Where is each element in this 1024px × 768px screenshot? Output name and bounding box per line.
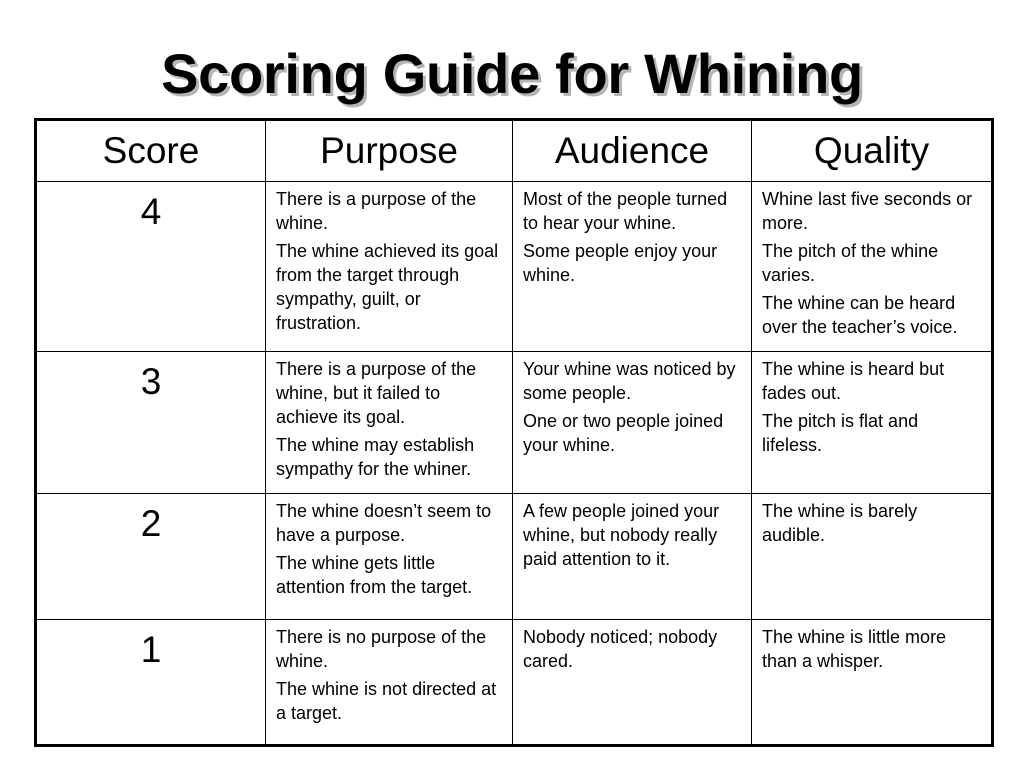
audience-cell xyxy=(513,182,752,352)
table-row xyxy=(36,352,993,494)
audience-cell xyxy=(513,620,752,746)
score-cell: 3 xyxy=(36,352,266,494)
header-purpose: Purpose xyxy=(266,120,513,182)
header-row xyxy=(36,120,993,182)
cell-text: The whine gets little attention from the target. xyxy=(276,553,473,597)
cell-text: There is a purpose of the whine, but it failed to achieve its goal. xyxy=(276,359,477,427)
cell-text: Whine last five seconds or more. xyxy=(762,189,973,233)
cell-text: The pitch of the whine varies. xyxy=(762,241,939,285)
quality-cell xyxy=(752,620,993,746)
cell-text: Most of the people turned to hear your whine. xyxy=(523,189,728,233)
header-quality: Quality xyxy=(752,120,993,182)
quality-cell xyxy=(752,182,993,352)
cell-text: The whine is heard but fades out. xyxy=(762,359,945,403)
cell-text: There is a purpose of the whine. xyxy=(276,189,477,233)
purpose-cell xyxy=(266,182,513,352)
header-audience: Audience xyxy=(513,120,752,182)
score-cell: 1 xyxy=(36,620,266,746)
purpose-cell xyxy=(266,494,513,620)
cell-text: The whine is little more than a whisper. xyxy=(762,627,947,671)
cell-text: The whine achieved its goal from the target through sympathy, guilt, or frustration. xyxy=(276,241,499,333)
cell-text: Some people enjoy your whine. xyxy=(523,241,718,285)
quality-cell xyxy=(752,352,993,494)
table-row xyxy=(36,620,993,746)
page-title: Scoring Guide for Whining xyxy=(161,42,863,105)
cell-text: The whine can be heard over the teacher’s voice. xyxy=(762,293,958,337)
header-score: Score xyxy=(36,120,266,182)
table-row xyxy=(36,182,993,352)
cell-text: The whine is not directed at a target. xyxy=(276,679,497,723)
cell-text: The whine may establish sympathy for the whiner. xyxy=(276,435,475,479)
quality-cell xyxy=(752,494,993,620)
cell-text: The pitch is flat and lifeless. xyxy=(762,411,919,455)
score-cell: 4 xyxy=(36,182,266,352)
audience-cell xyxy=(513,494,752,620)
purpose-cell xyxy=(266,352,513,494)
cell-text: One or two people joined your whine. xyxy=(523,411,724,455)
score-cell: 2 xyxy=(36,494,266,620)
table-row xyxy=(36,494,993,620)
purpose-cell xyxy=(266,620,513,746)
audience-cell xyxy=(513,352,752,494)
cell-text: The whine is barely audible. xyxy=(762,501,918,545)
cell-text: Nobody noticed; nobody cared. xyxy=(523,627,718,671)
scoring-table xyxy=(34,118,994,747)
cell-text: Your whine was noticed by some people. xyxy=(523,359,736,403)
cell-text: The whine doesn’t seem to have a purpose. xyxy=(276,501,492,545)
cell-text: There is no purpose of the whine. xyxy=(276,627,487,671)
cell-text: A few people joined your whine, but nobody really paid attention to it. xyxy=(523,501,720,569)
